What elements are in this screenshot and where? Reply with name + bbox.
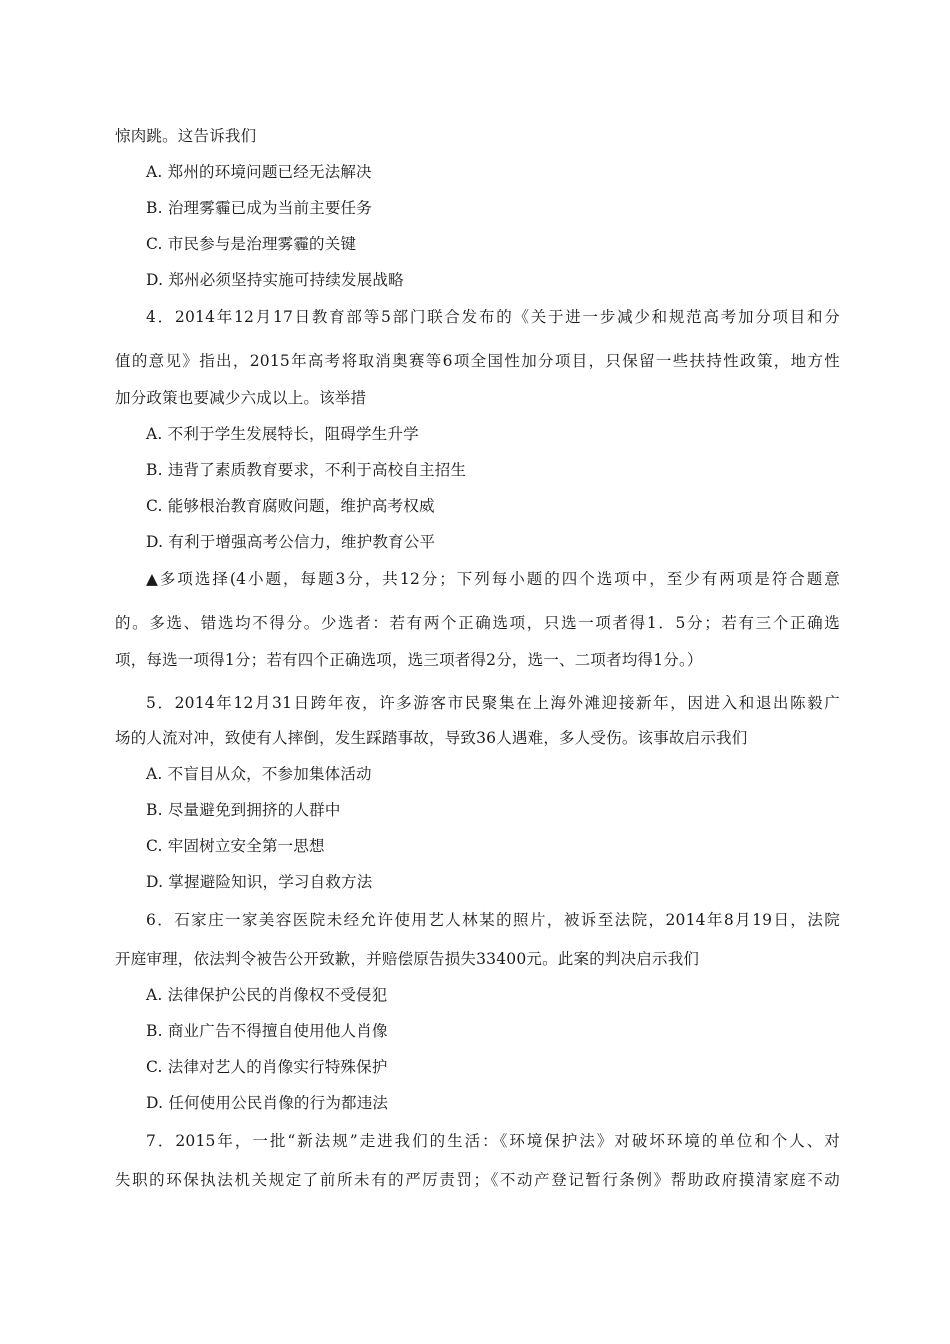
- multi-choice-instructions-line-2: 的。多选、错选均不得分。少选者：若有两个正确选项，只选一项者得1．5分；若有三个正确选: [115, 614, 840, 632]
- q3-option-d: D. 郑州必须坚持实施可持续发展战略: [146, 271, 404, 289]
- q4-stem-line-1: 4．2014年12月17日教育部等5部门联合发布的《关于进一步减少和规范高考加分项目和分: [146, 308, 840, 326]
- q7-stem-line-1: 7．2015年，一批“新法规”走进我们的生活：《环境保护法》对破坏环境的单位和个人、对: [146, 1132, 840, 1150]
- q4-stem-line-3: 加分政策也要减少六成以上。该举措: [115, 389, 367, 407]
- q5-stem-line-2: 场的人流对冲，致使有人摔倒，发生踩踏事故，导致36人遇难，多人受伤。该事故启示我们: [115, 729, 748, 747]
- q6-option-d: D. 任何使用公民肖像的行为都违法: [146, 1094, 389, 1112]
- q5-stem-line-1: 5．2014年12月31日跨年夜，许多游客市民聚集在上海外滩迎接新年，因进入和退出陈毅广: [146, 694, 840, 712]
- q3-option-b: B. 治理雾霾已成为当前主要任务: [146, 199, 372, 217]
- q6-option-c: C. 法律对艺人的肖像实行特殊保护: [146, 1058, 388, 1076]
- multi-choice-instructions-line-3: 项，每选一项得1分；若有四个正确选项，选三项者得2分，选一、二项者均得1分。）: [115, 651, 703, 669]
- q5-option-b: B. 尽量避免到拥挤的人群中: [146, 801, 341, 819]
- q6-stem-line-2: 开庭审理，依法判令被告公开致歉，并赔偿原告损失33400元。此案的判决启示我们: [115, 950, 700, 968]
- q4-option-b: B. 违背了素质教育要求，不利于高校自主招生: [146, 461, 467, 479]
- q6-stem-line-1: 6．石家庄一家美容医院未经允许使用艺人林某的照片，被诉至法院，2014年8月19日，法院: [146, 911, 840, 929]
- q3-option-a: A. 郑州的环境问题已经无法解决: [146, 163, 372, 181]
- q5-option-c: C. 牢固树立安全第一思想: [146, 837, 325, 855]
- q6-option-a: A. 法律保护公民的肖像权不受侵犯: [146, 986, 388, 1004]
- q4-option-d: D. 有利于增强高考公信力，维护教育公平: [146, 533, 436, 551]
- q5-option-d: D. 掌握避险知识，学习自救方法: [146, 873, 373, 891]
- q4-stem-line-2: 值的意见》指出，2015年高考将取消奥赛等6项全国性加分项目，只保留一些扶持性政策，地方性: [115, 352, 840, 370]
- q6-option-b: B. 商业广告不得擅自使用他人肖像: [146, 1022, 388, 1040]
- q5-option-a: A. 不盲目从众，不参加集体活动: [146, 765, 372, 783]
- q7-stem-line-2: 失职的环保执法机关规定了前所未有的严厉责罚；《不动产登记暂行条例》帮助政府摸清家庭不动: [115, 1171, 840, 1189]
- question-3-continuation: 惊肉跳。这告诉我们: [115, 127, 257, 145]
- q4-option-c: C. 能够根治教育腐败问题，维护高考权威: [146, 497, 435, 515]
- multi-choice-instructions-line-1: ▲多项选择(4小题，每题3分，共12分；下列每小题的四个选项中，至少有两项是符合题意: [146, 570, 840, 588]
- q3-option-c: C. 市民参与是治理雾霾的关键: [146, 235, 357, 253]
- q4-option-a: A. 不利于学生发展特长，阻碍学生升学: [146, 425, 419, 443]
